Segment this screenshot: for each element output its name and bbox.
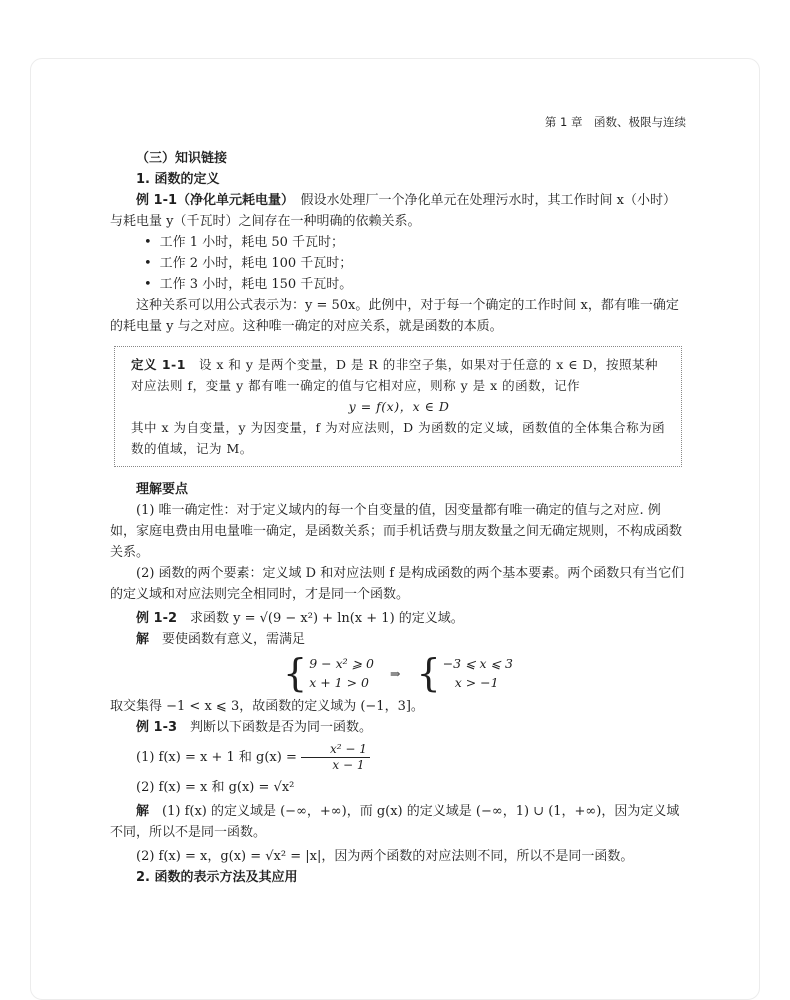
fraction-numerator: x² − 1 xyxy=(301,742,370,758)
inequality-system xyxy=(110,651,686,695)
system-left-row: x + 1 > 0 xyxy=(309,675,369,690)
solution-text-1: (1) f(x) 的定义域是 (−∞，+∞)，而 g(x) 的定义域是 (−∞，1) ∪ (1，+∞)，因为定义域不同，所以不是同一函数。 xyxy=(110,804,680,840)
definition-1-1 xyxy=(131,354,667,396)
left-brace: { xyxy=(416,651,441,695)
list-item: • 工作 2 小时，耗电 100 千瓦时； xyxy=(158,253,686,274)
example-1-1-text: 假设水处理厂一个净化单元在处理污水时，其工作时间 x（小时）与耗电量 y（千瓦时）之间存在一种明确的依赖关系。 xyxy=(110,193,676,229)
system-left xyxy=(309,654,374,692)
fraction xyxy=(301,742,370,773)
example-1-2-solution xyxy=(110,629,686,650)
solution-label: 解 xyxy=(136,804,150,819)
fraction-denominator: x − 1 xyxy=(332,758,365,772)
key-point-1: (1) 唯一确定性：对于定义域内的每一个自变量的值，因变量都有唯一确定的值与之对应. 例如，家庭电费由用电量唯一确定，是函数关系；而手机话费与朋友数量之间无确定规则，不构成函数关系。 xyxy=(110,503,683,560)
system-right-row: x > −1 xyxy=(454,675,499,690)
definition-formula: y = f(x)，x ∈ D xyxy=(348,399,450,414)
example-1-1-summary: 这种关系可以用公式表示为：y = 50x。此例中，对于每一个确定的工作时间 x，都有唯一确定的耗电量 y 与之对应。这种唯一确定的对应关系，就是函数的本质。 xyxy=(110,298,679,334)
list-item: • 工作 1 小时，耗电 50 千瓦时； xyxy=(158,232,686,253)
example-1-3-label: 例 1-3 xyxy=(136,720,178,735)
solution-text: 要使函数有意义，需满足 xyxy=(149,632,306,647)
list-item: • 工作 3 小时，耗电 150 千瓦时。 xyxy=(158,274,686,295)
definition-text-2: 其中 x 为自变量，y 为因变量，f 为对应法则，D 为函数的定义域，函数值的全体集合称为函数的值域，记为 M。 xyxy=(131,420,666,456)
section-title: （三）知识链接 xyxy=(136,151,228,166)
system-right xyxy=(443,654,513,692)
item-1-text: (1) f(x) = x + 1 和 g(x) = xyxy=(136,750,297,765)
example-1-3 xyxy=(110,717,686,738)
example-1-2-text: 求函数 y = √(9 − x²) + ln(x + 1) 的定义域。 xyxy=(177,611,464,626)
example-1-1-label: 例 1-1（净化单元耗电量） xyxy=(136,193,288,208)
document-page xyxy=(110,112,686,888)
example-1-1-list xyxy=(110,232,686,295)
subsection-title-2: 2. 函数的表示方法及其应用 xyxy=(136,870,298,885)
example-1-3-solution-1 xyxy=(110,801,686,843)
definition-text: 设 x 和 y 是两个变量，D 是 R 的非空子集，如果对于任意的 x ∈ D，按照某种对应法则 f，变量 y 都有唯一确定的值与它相对应，则称 y 是 x 的函数，记作 xyxy=(131,357,659,393)
solution-label: 解 xyxy=(136,632,150,647)
key-point-2: (2) 函数的两个要素：定义域 D 和对应法则 f 是构成函数的两个基本要素。两个函数只有当它们的定义域和对应法则完全相同时，才是同一个函数。 xyxy=(110,566,685,602)
subsection-title-1: 1. 函数的定义 xyxy=(136,172,220,187)
implies-arrow: ⇒ xyxy=(390,665,401,681)
example-1-1 xyxy=(110,190,686,232)
example-1-2-label: 例 1-2 xyxy=(136,611,178,626)
example-1-3-solution-2: (2) f(x) = x，g(x) = √x² = |x|，因为两个函数的对应法则不同，所以不是同一函数。 xyxy=(136,849,634,864)
system-left-row: 9 − x² ⩾ 0 xyxy=(309,656,375,671)
definition-label: 定义 1-1 xyxy=(131,357,186,372)
system-right-row: −3 ⩽ x ⩽ 3 xyxy=(442,656,513,671)
left-brace: { xyxy=(283,651,308,695)
example-1-2 xyxy=(110,608,686,629)
definition-box xyxy=(114,346,682,467)
example-1-3-item-1 xyxy=(110,742,686,773)
running-header: 第 1 章 函数、极限与连续 xyxy=(544,115,686,129)
example-1-3-text: 判断以下函数是否为同一函数。 xyxy=(177,720,373,735)
key-points-title: 理解要点 xyxy=(136,482,189,497)
example-1-3-item-2: (2) f(x) = x 和 g(x) = √x² xyxy=(136,780,295,795)
example-1-2-conclusion: 取交集得 −1 < x ⩽ 3，故函数的定义域为 (−1，3]。 xyxy=(110,699,424,714)
